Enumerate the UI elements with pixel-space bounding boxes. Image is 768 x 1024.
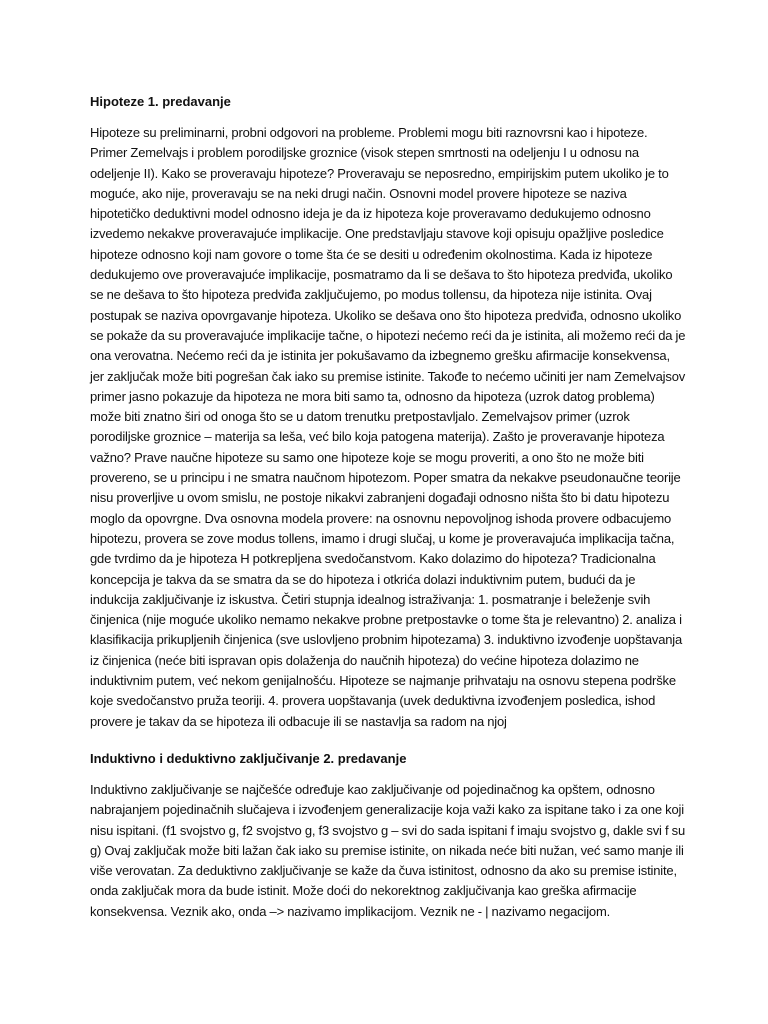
- section-body: Hipoteze su preliminarni, probni odgovori na probleme. Problemi mogu biti raznovrsni kao i hipoteze. Primer Zemelvajs i problem porodiljske groznice (visok stepen smrtnosti na odeljenju I u odnosu na odeljenje II). Kako se proveravaju hipoteze? Proveravaju se neposredno, empirijskim putem ukoliko je to moguće, ako nije, proveravaju se na neki drugi način. Osnovni model provere hipoteze se naziva hipotetičko deduktivni model odnosno ideja je da iz hipoteza koje proveravamo dedukujemo odnosno izvedemo nekakve proveravajuće implikacije. One predstavljaju stavove koji opisuju opažljive posledice hipoteze odnosno koji nam govore o tome šta će se desiti u određenim okolnostima. Kada iz hipoteze dedukujemo ove proveravajuće implikacije, posmatramo da li se dešava to što hipoteza predviđa, ukoliko se ne dešava to što hipoteza predviđa zaključujemo, po modus tollensu, da hipoteza nije istinita. Ovaj postupak se naziva opovrgavanje hipoteza. Ukoliko se dešava ono što hipoteza predviđa, odnosno ukoliko se pokaže da su proveravajuće implikacije tačne, o hipotezi nećemo reći da je istinita, ali možemo reći da je ona verovatna. Nećemo reći da je istinita jer pokušavamo da izbegnemo grešku afirmacije konsekvensa, jer zaključak može biti pogrešan čak iako su premise istinite. Takođe to nećemo učiniti jer nam Zemelvajsov primer jasno pokazuje da hipoteza ne mora biti samo ta, odnosno da hipoteza (uzrok datog problema) može biti znatno širi od onoga što se u datom trenutku pretpostavljalo. Zemelvajsov primer (uzrok porodiljske groznice – materija sa leša, već bilo koja patogena materija). Zašto je proveravanje hipoteza važno? Prave naučne hipoteze su samo one hipoteze koje se mogu proveriti, a ono što ne može biti provereno, se u principu i ne smatra naučnom hipotezom. Poper smatra da nekakve pseudonaučne teorije nisu proverljive u ovom smislu, ne postoje nikakvi zabranjeni događaji odnosno ništa što bi datu hipotezu moglo da opovrgne. Dva osnovna modela provere: na osnovnu nepovoljnog ishoda provere odbacujemo hipotezu, provera se zove modus tollens, imamo i drugi slučaj, u kome je proveravajuća implikacija tačna, gde tvrdimo da je hipoteza H potkrepljena svedočanstvom. Kako dolazimo do hipoteza? Tradicionalna koncepcija je takva da se smatra da se do hipoteza i otkrića dolazi induktivnim putem, budući da je indukcija zaključivanje iz iskustva. Četiri stupnja idealnog istraživanja: 1. posmatranje i beleženje svih činjenica (nije moguće ukoliko nemamo nekakve probne pretpostavke o tome šta je relevantno) 2. analiza i klasifikacija prikupljenih činjenica (sve uslovljeno probnim hipotezama) 3. induktivno izvođenje uopštavanja iz činjenica (neće biti ispravan opis dolaženja do naučnih hipoteza) do većine hipoteza dolazimo ne induktivnim putem, već nekom genijalnošću. Hipoteze se najmanje prihvataju na osnovu stepena podrške koje svedočanstvo pruža teoriji. 4. provera uopštavanja (uvek deduktivna izvođenjem posledica, ishod provere je takav da se hipoteza ili odbacuje ili se nastavlja sa radom na njoj: [90, 125, 686, 729]
- section-zakljucivanje: [90, 750, 686, 922]
- section-heading: Hipoteze 1. predavanje: [90, 94, 231, 109]
- document-page: [90, 93, 686, 940]
- section-heading: Induktivno i deduktivno zaključivanje 2. predavanje: [90, 750, 407, 766]
- section-body: Induktivno zaključivanje se najčešće određuje kao zaključivanje od pojedinačnog ka opštem, odnosno nabrajanjem pojedinačnih slučajeva i izvođenjem generalizacije koja važi kako za ispitane tako i za one koji nisu ispitani. (f1 svojstvo g, f2 svojstvo g, f3 svojstvo g – svi do sada ispitani f imaju svojstvo g, dakle svi f su g) Ovaj zaključak može biti lažan čak iako su premise istinite, on nikada neće biti nužan, već samo manje ili više verovatan. Za deduktivno zaključivanje se kaže da čuva istinitost, odnosno da ako su premise istinite, onda zaključak mora da bude istinit. Može doći do nekorektnog zaključivanja kao greška afirmacije konsekvensa. Veznik ako, onda –> nazivamo implikacijom. Veznik ne - | nazivamo negacijom.: [90, 781, 686, 919]
- section-hipoteze: [90, 93, 686, 732]
